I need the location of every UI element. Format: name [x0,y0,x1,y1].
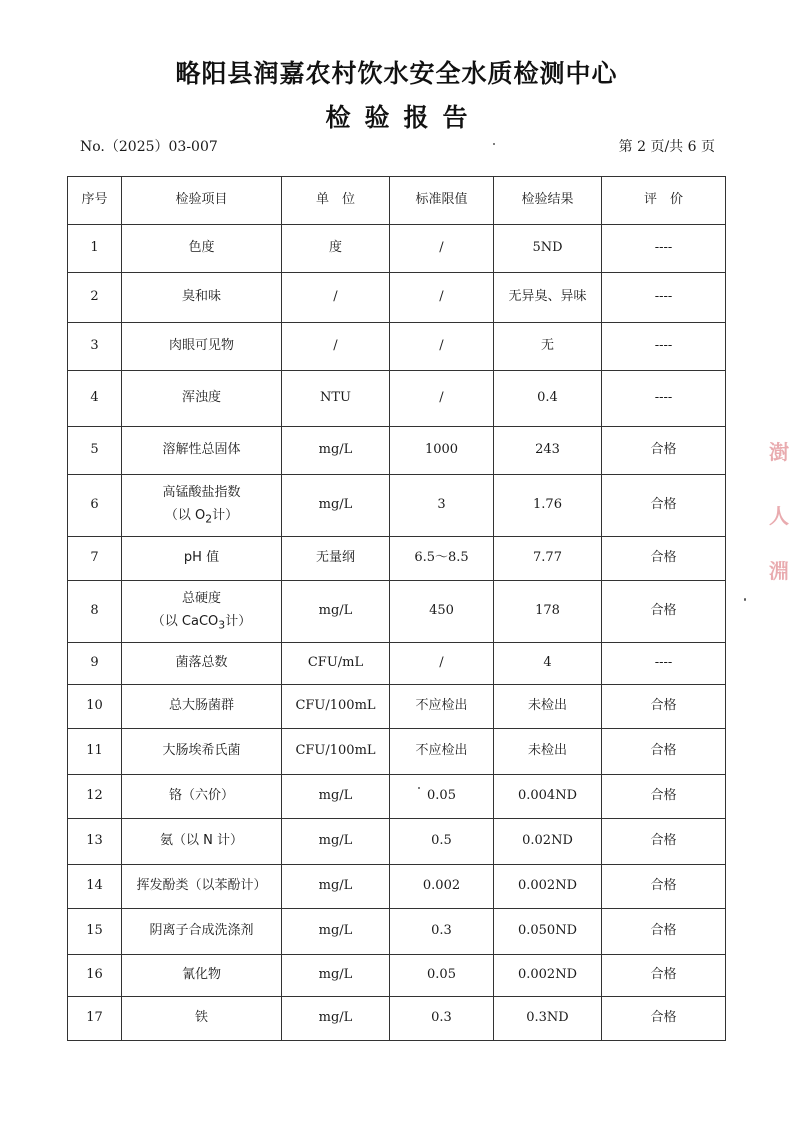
cell-evaluation: ---- [602,323,726,371]
inspection-results-table [67,176,726,1041]
cell-unit: CFU/100mL [282,729,390,775]
cell-standard-limit: 0.05 [390,955,494,997]
report-number: No.（2025）03-007 [80,139,218,155]
table-row [68,955,726,997]
table-header-row [68,177,726,225]
col-header-limit: 标准限值 [390,177,494,225]
table-row [68,685,726,729]
cell-item-no: 15 [68,909,122,955]
cell-unit: mg/L [282,819,390,865]
cell-item-no: 11 [68,729,122,775]
cell-item-no: 16 [68,955,122,997]
cell-evaluation: 合格 [602,475,726,537]
table-row [68,909,726,955]
cell-item-name: 氰化物 [122,955,282,997]
report-org-title: 略阳县润嘉农村饮水安全水质检测中心 [175,59,618,88]
cell-item-no: 8 [68,581,122,643]
cell-item-name: 溶解性总固体 [122,427,282,475]
cell-item-no: 5 [68,427,122,475]
cell-standard-limit: 0.3 [390,997,494,1041]
cell-item-name [122,475,282,537]
cell-item-name: 阴离子合成洗涤剂 [122,909,282,955]
cell-standard-limit: 不应检出 [390,685,494,729]
item-name-basis [124,508,279,527]
cell-item-name: 氨（以 N 计） [122,819,282,865]
cell-item-name: 挥发酚类（以苯酚计） [122,865,282,909]
cell-standard-limit: 6.5～8.5 [390,537,494,581]
table-row [68,865,726,909]
basis-prefix: （以 CaCO [151,613,219,629]
report-title: 检验报告 [325,103,482,132]
cell-item-no: 4 [68,371,122,427]
cell-item-name: 总大肠菌群 [122,685,282,729]
cell-item-no: 9 [68,643,122,685]
seal-stamp-part: 淵 [769,559,789,583]
cell-standard-limit: 450 [390,581,494,643]
cell-item-no: 6 [68,475,122,537]
cell-unit: mg/L [282,997,390,1041]
cell-test-result: 0.4 [494,371,602,427]
cell-test-result: 7.77 [494,537,602,581]
cell-standard-limit: 1000 [390,427,494,475]
cell-evaluation: ---- [602,273,726,323]
cell-evaluation: ---- [602,225,726,273]
table-row [68,225,726,273]
cell-evaluation: ---- [602,371,726,427]
cell-evaluation: 合格 [602,955,726,997]
basis-suffix: 计） [225,613,252,629]
cell-unit: / [282,273,390,323]
basis-prefix: （以 O [164,507,206,523]
cell-unit: / [282,323,390,371]
cell-evaluation: 合格 [602,729,726,775]
seal-stamp: 澍 [769,440,789,464]
table-row [68,819,726,865]
cell-unit: NTU [282,371,390,427]
cell-test-result: 未检出 [494,729,602,775]
col-header-result: 检验结果 [494,177,602,225]
cell-item-no: 2 [68,273,122,323]
cell-standard-limit: / [390,371,494,427]
table-row [68,371,726,427]
table-row [68,729,726,775]
cell-item-name: 菌落总数 [122,643,282,685]
table-row [68,643,726,685]
cell-test-result: 1.76 [494,475,602,537]
cell-item-name: 浑浊度 [122,371,282,427]
scan-speck [493,143,495,145]
cell-evaluation: 合格 [602,537,726,581]
cell-item-no: 7 [68,537,122,581]
table-row [68,427,726,475]
cell-unit: mg/L [282,909,390,955]
table-row [68,537,726,581]
cell-item-no: 12 [68,775,122,819]
seal-stamp-part: 人 [769,504,789,528]
cell-evaluation: 合格 [602,865,726,909]
cell-item-no: 13 [68,819,122,865]
table-row [68,323,726,371]
cell-unit: 无量纲 [282,537,390,581]
cell-test-result: 4 [494,643,602,685]
formula-subscript: 3 [218,618,226,632]
col-header-unit: 单 位 [282,177,390,225]
cell-standard-limit: 3 [390,475,494,537]
cell-evaluation: 合格 [602,775,726,819]
cell-test-result: 0.002ND [494,865,602,909]
cell-unit: mg/L [282,581,390,643]
cell-standard-limit: 0.5 [390,819,494,865]
cell-test-result: 178 [494,581,602,643]
cell-test-result: 未检出 [494,685,602,729]
cell-test-result: 0.002ND [494,955,602,997]
cell-evaluation: 合格 [602,909,726,955]
table-row [68,997,726,1041]
cell-test-result: 0.004ND [494,775,602,819]
cell-item-no: 17 [68,997,122,1041]
cell-unit: mg/L [282,775,390,819]
table-row [68,581,726,643]
table-row [68,475,726,537]
cell-item-name: 臭和味 [122,273,282,323]
cell-unit: mg/L [282,865,390,909]
formula-subscript: 2 [205,512,213,526]
cell-test-result: 0.050ND [494,909,602,955]
cell-standard-limit: 0.05 [390,775,494,819]
cell-test-result: 243 [494,427,602,475]
table-row [68,775,726,819]
scan-speck [418,787,420,789]
cell-test-result: 5ND [494,225,602,273]
item-name-basis [124,614,279,633]
page-indicator: 第 2 页/共 6 页 [618,139,715,155]
cell-standard-limit: / [390,225,494,273]
cell-test-result: 0.02ND [494,819,602,865]
col-header-eval: 评 价 [602,177,726,225]
col-header-no: 序号 [68,177,122,225]
cell-item-no: 1 [68,225,122,273]
cell-evaluation: 合格 [602,685,726,729]
cell-unit: mg/L [282,475,390,537]
cell-standard-limit: / [390,273,494,323]
cell-item-name: 铬（六价） [122,775,282,819]
cell-evaluation: 合格 [602,427,726,475]
cell-test-result: 无 [494,323,602,371]
cell-unit: CFU/100mL [282,685,390,729]
cell-evaluation: 合格 [602,581,726,643]
cell-item-name [122,581,282,643]
cell-standard-limit: / [390,643,494,685]
cell-standard-limit: 0.3 [390,909,494,955]
cell-item-name: pH 值 [122,537,282,581]
cell-item-name: 色度 [122,225,282,273]
cell-item-no: 14 [68,865,122,909]
cell-unit: mg/L [282,955,390,997]
basis-suffix: 计） [212,507,239,523]
cell-evaluation: 合格 [602,819,726,865]
cell-item-name: 肉眼可见物 [122,323,282,371]
cell-item-name: 铁 [122,997,282,1041]
item-name-main: 总硬度 [181,590,221,606]
table-row [68,273,726,323]
cell-item-no: 10 [68,685,122,729]
cell-standard-limit: / [390,323,494,371]
cell-unit: CFU/mL [282,643,390,685]
cell-item-name: 大肠埃希氏菌 [122,729,282,775]
scan-speck [744,598,746,601]
cell-standard-limit: 不应检出 [390,729,494,775]
cell-evaluation: ---- [602,643,726,685]
cell-item-no: 3 [68,323,122,371]
col-header-item: 检验项目 [122,177,282,225]
cell-unit: 度 [282,225,390,273]
cell-test-result: 0.3ND [494,997,602,1041]
cell-test-result: 无异臭、异味 [494,273,602,323]
cell-evaluation: 合格 [602,997,726,1041]
item-name-main: 高锰酸盐指数 [162,484,241,500]
cell-standard-limit: 0.002 [390,865,494,909]
cell-unit: mg/L [282,427,390,475]
